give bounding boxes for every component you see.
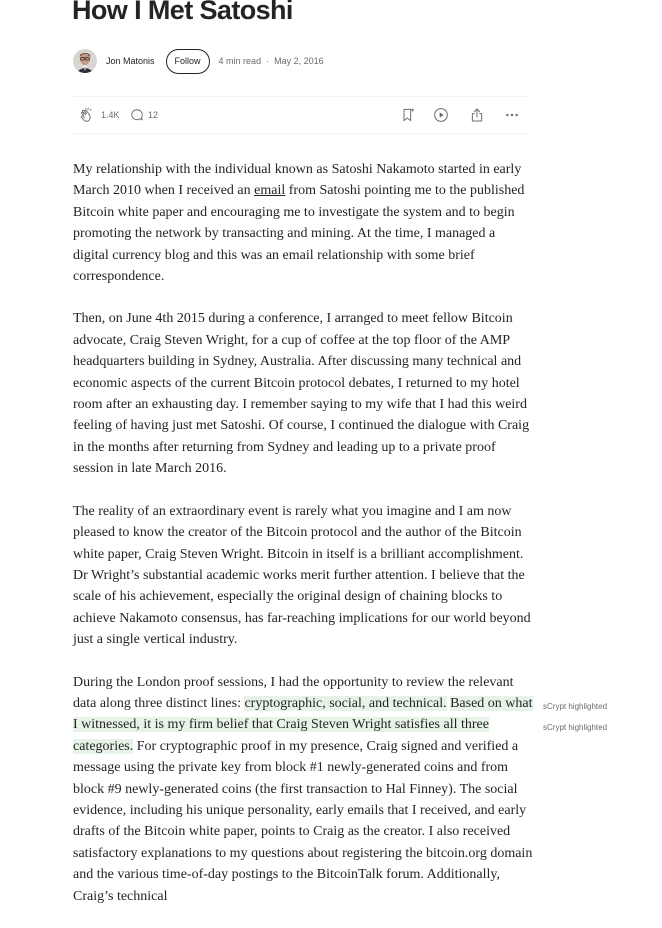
paragraph-1 <box>73 159 533 287</box>
paragraph-4 <box>73 672 533 907</box>
paragraph-text: from Satoshi pointing me to the published Bitcoin white paper and encouraging me to investigate the system and to begin promoting the network by transacting and mining. At the time, I managed a digital currency blog and this was an email relationship with some brief correspondence. <box>73 183 525 285</box>
article-title: How I Met Satoshi <box>72 0 293 25</box>
highlight-2[interactable]: Based on what I witnessed, it is my firm belief that Craig Steven Wright satisfies all three categories. <box>73 695 533 754</box>
paragraph-text: My relationship with the individual known as Satoshi Nakamoto started in early March 2010 when I received an <box>73 162 522 199</box>
paragraph-3: The reality of an extraordinary event is rarely what you imagine and I am now pleased to know the creator of the Bitcoin protocol and the author of the Bitcoin white paper, Craig Steven Wright. Bitcoin in itself is a brilliant accomplishment. Dr Wright’s substantial academic works merit further attention. I believe that the scale of his achievement, especially the original design of chaining blocks to achieve Nakamoto consensus, has far-reaching implications for our world beyond just a single vertical industry. <box>73 503 531 648</box>
play-icon <box>433 107 449 123</box>
responses-button[interactable] <box>130 97 158 133</box>
share-icon <box>469 107 485 123</box>
paragraph-text: For cryptographic proof in my presence, Craig signed and verified a message using the private key from block #1 newly-generated coins and from block #9 newly-generated coins (the first transaction to Hal Finney). The social evidence, including his unique personality, early emails that I received, and early drafts of the Bitcoin white paper, points to Craig as the creator. I also received satisfactory explanations to my questions about registering the bitcoin.org domain and the various time-of-day postings to the BitcoinTalk forum. Additionally, Craig’s technical <box>73 738 533 904</box>
paragraph-2: Then, on June 4th 2015 during a conference, I arranged to meet fellow Bitcoin advocate, Craig Steven Wright, for a cup of coffee at the top floor of the AMP headquarters building in Sydney, Australia. After discussing many technical and economic aspects of the current Bitcoin protocol debates, I returned to my hotel room after an exhausting day. I remember saying to my wife that I had this weird feeling of having just met Satoshi. Of course, I continued the dialogue with Craig in the months after returning from Sydney and leading up to a private proof session in late March 2016. <box>73 311 530 477</box>
save-button[interactable] <box>400 97 416 133</box>
read-time: 4 min read <box>218 56 262 66</box>
article-meta <box>219 56 324 66</box>
author-name[interactable]: Jon Matonis <box>106 56 155 66</box>
share-button[interactable] <box>469 97 485 133</box>
author-avatar[interactable] <box>73 49 97 73</box>
publish-date: May 2, 2016 <box>274 56 324 66</box>
byline <box>73 47 324 75</box>
clap-button[interactable] <box>78 97 120 133</box>
more-options-button[interactable] <box>504 97 520 133</box>
email-link[interactable]: email <box>254 183 286 199</box>
more-icon <box>504 107 520 123</box>
follow-button[interactable]: Follow <box>166 49 210 74</box>
highlight-note-2[interactable]: sCrypt highlighted <box>543 723 608 732</box>
meta-separator: · <box>266 56 270 66</box>
highlight-note-1[interactable]: sCrypt highlighted <box>543 702 608 711</box>
article-body <box>73 159 533 928</box>
bookmark-icon <box>400 107 416 123</box>
clap-icon <box>78 107 95 124</box>
comment-icon <box>130 108 144 122</box>
article-action-bar <box>73 96 527 134</box>
listen-button[interactable] <box>433 97 449 133</box>
paragraph-text: During the London proof sessions, I had the opportunity to review the relevant data along three distinct lines: <box>73 674 514 711</box>
highlight-1[interactable]: cryptographic, social, and technical. <box>244 695 447 711</box>
responses-count: 12 <box>148 110 159 120</box>
clap-count: 1.4K <box>101 110 120 120</box>
